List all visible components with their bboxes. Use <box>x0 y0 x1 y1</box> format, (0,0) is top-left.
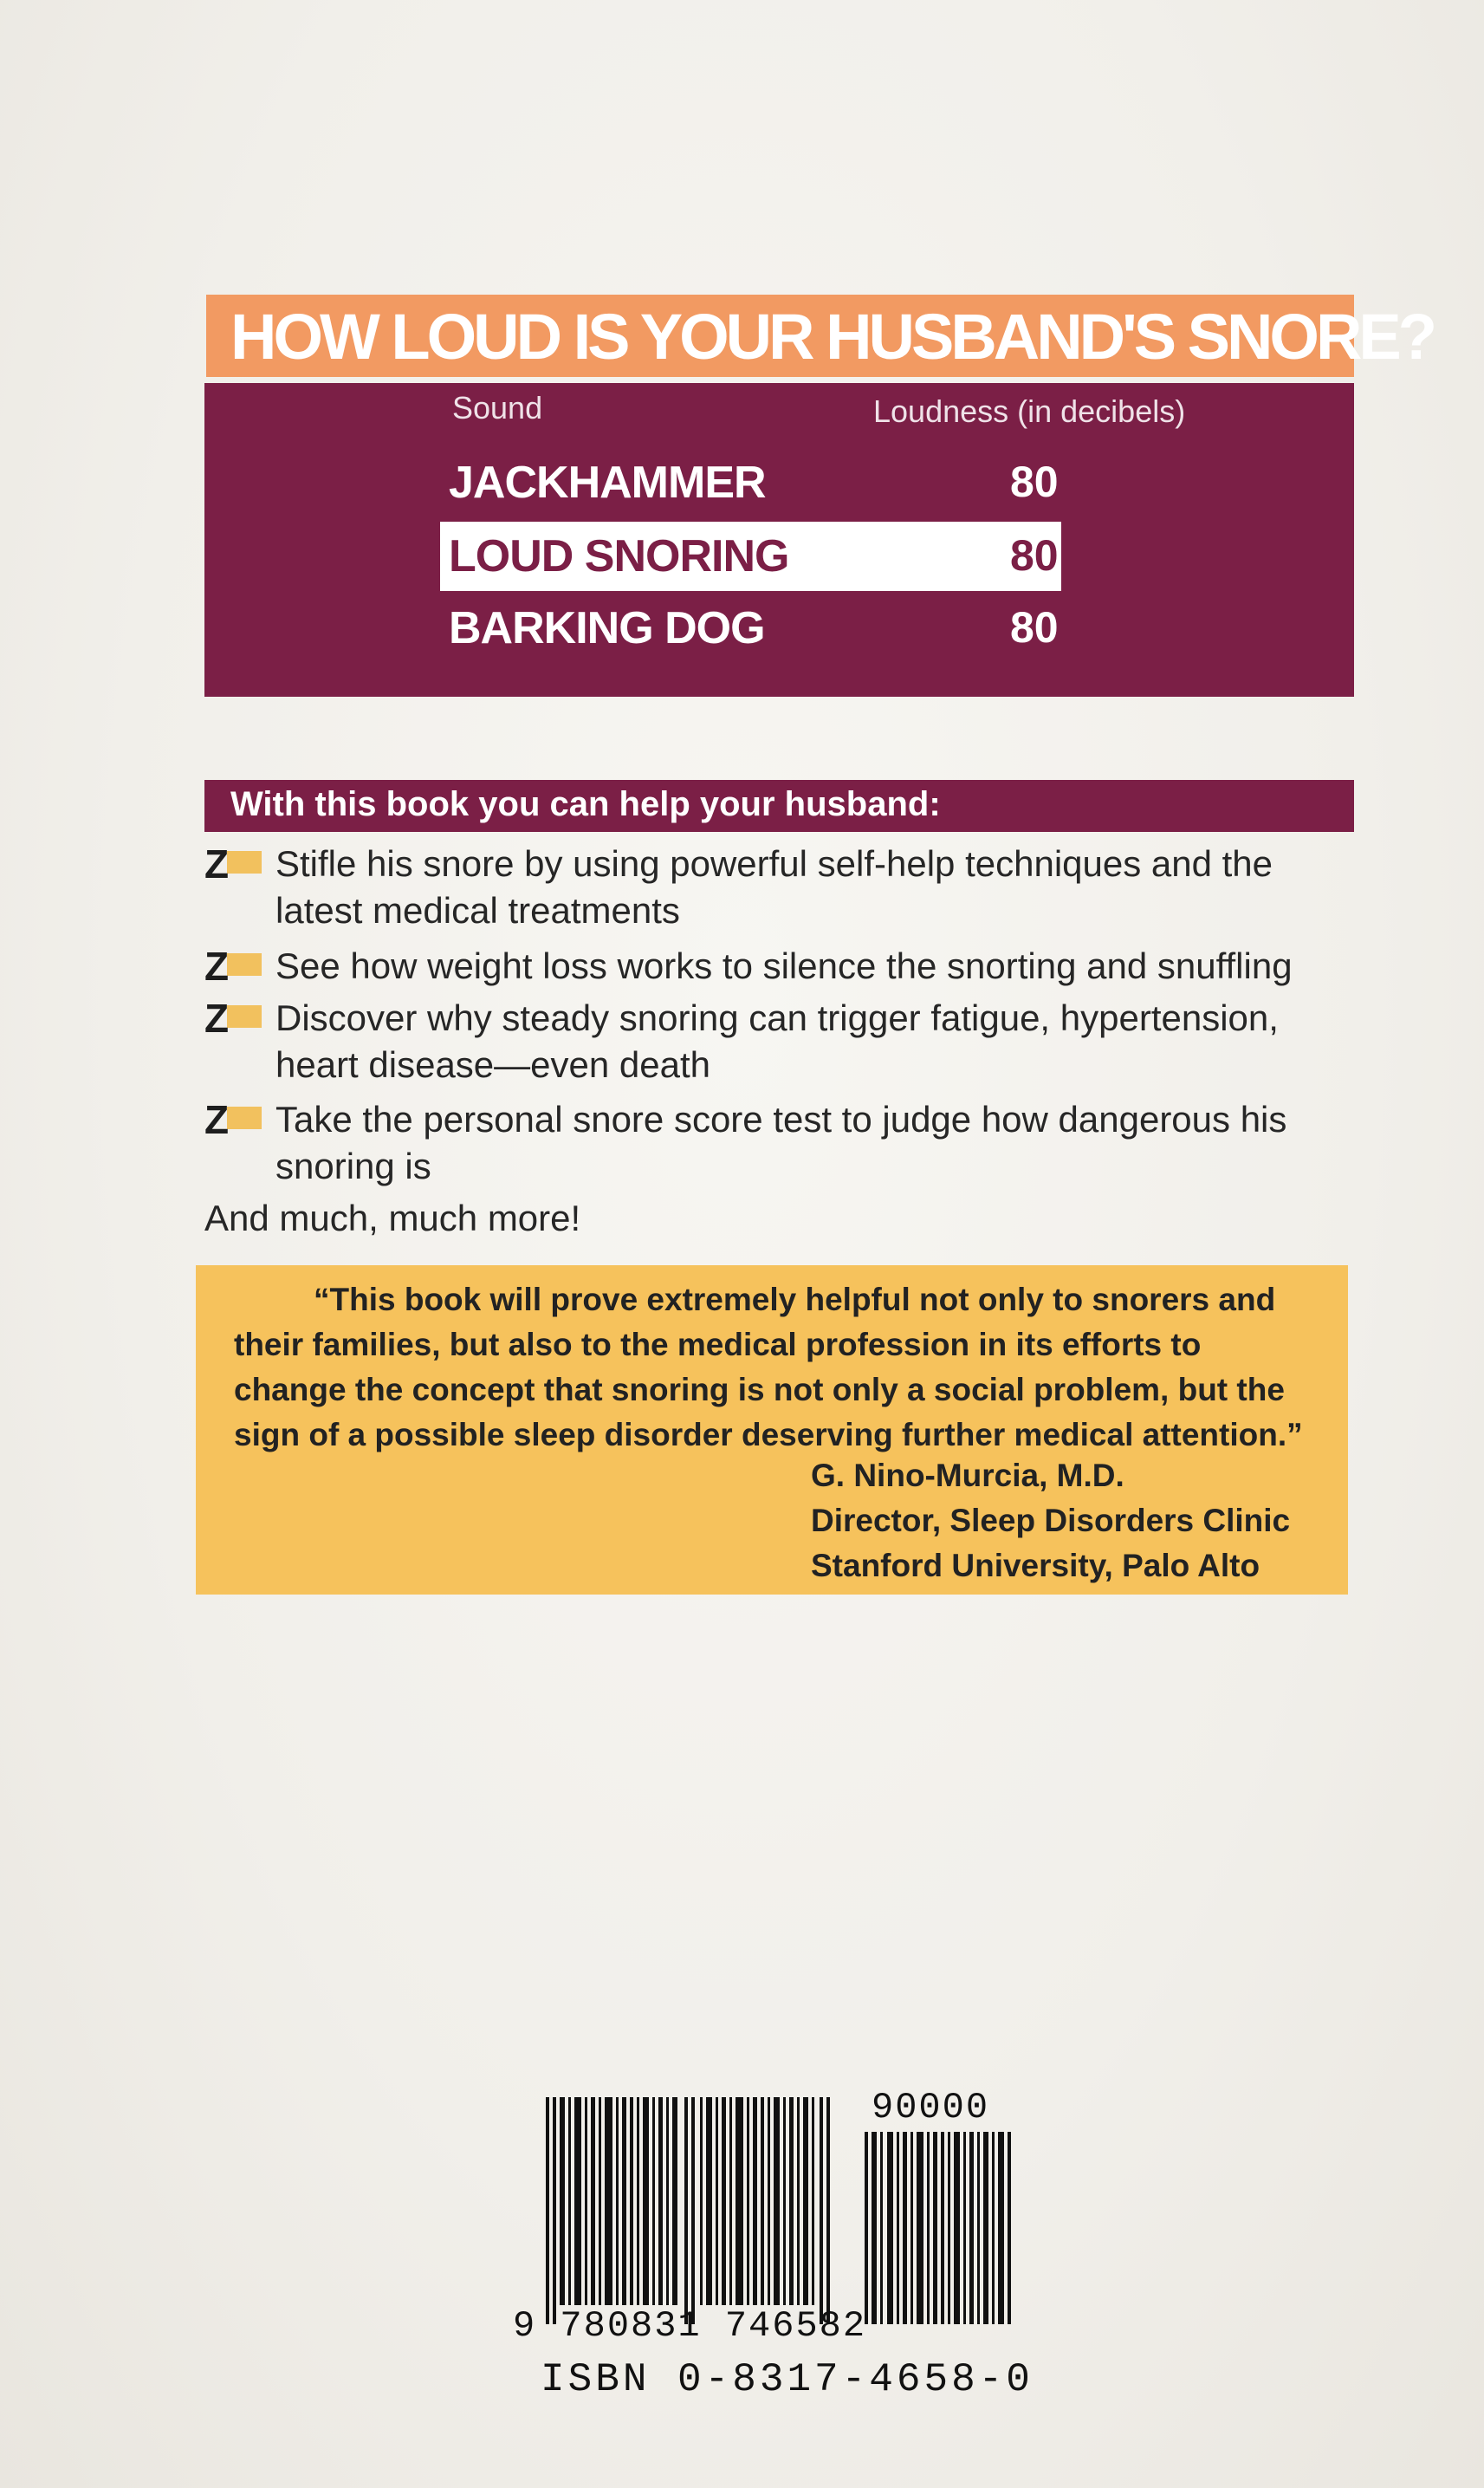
barcode-addon <box>865 2132 1012 2324</box>
quote-author-title: Director, Sleep Disorders Clinic <box>811 1503 1291 1538</box>
help-heading: With this book you can help your husband: <box>230 785 941 823</box>
table-row-value: 80 <box>1010 458 1059 506</box>
table-row-label: JACKHAMMER <box>449 458 766 508</box>
title-banner <box>206 295 1434 377</box>
bullet-text: Take the personal snore score test to judge how dangerous his snoring is <box>275 1099 1287 1186</box>
quote-box <box>196 1265 1348 1595</box>
bullet-text: Stifle his snore by using powerful self-help techniques and the latest medical treatments <box>275 843 1273 931</box>
barcode-main <box>546 2097 840 2324</box>
column-header-loudness: Loudness (in decibels) <box>873 393 1186 429</box>
z-icon: Z <box>204 1002 262 1031</box>
column-header-sound: Sound <box>452 390 543 425</box>
table-row-value: 80 <box>1010 603 1059 652</box>
quote-author-affiliation: Stanford University, Palo Alto <box>811 1548 1260 1583</box>
table-row-label-highlighted: LOUD SNORING <box>449 531 789 581</box>
quote-author: G. Nino-Murcia, M.D. <box>811 1458 1124 1493</box>
help-heading-banner <box>204 780 1354 832</box>
more-text: And much, much more! <box>204 1198 581 1238</box>
z-icon: Z <box>204 1103 262 1133</box>
bullet-text: Discover why steady snoring can trigger fatigue, hypertension, heart disease—even death <box>275 997 1279 1085</box>
barcode-addon-number: 90000 <box>872 2087 990 2128</box>
barcode-ean-number: 9 780831 746582 <box>513 2305 867 2347</box>
bullet-text: See how weight loss works to silence the snorting and snuffling <box>275 945 1293 986</box>
z-icon: Z <box>204 950 262 979</box>
quote-text: “This book will prove extremely helpful not only to snorers and their families, but also to the medical profession in its efforts to change the concept that snoring is not only a social problem, but the sign of a possible sleep disorder deserving further medical attention.” <box>234 1282 1303 1452</box>
table-row-value-highlighted: 80 <box>1010 531 1059 580</box>
isbn-text: ISBN 0-8317-4658-0 <box>541 2357 1034 2402</box>
z-icon: Z <box>204 848 262 877</box>
decibel-table <box>204 383 1354 697</box>
table-row-label: BARKING DOG <box>449 603 765 653</box>
page-title: HOW LOUD IS YOUR HUSBAND'S SNORE? <box>230 301 1434 373</box>
